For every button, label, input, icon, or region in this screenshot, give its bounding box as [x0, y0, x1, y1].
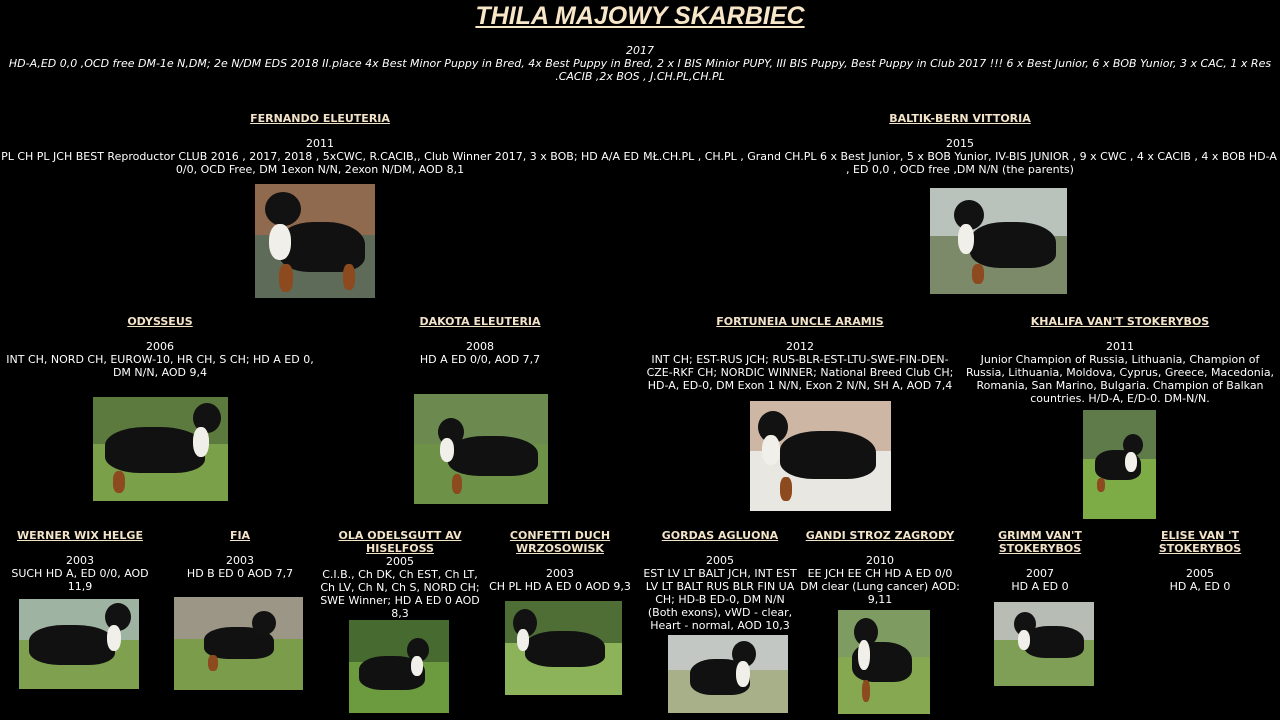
dog-photo-icon[interactable]	[505, 601, 622, 695]
dog-titles: HD A, ED 0	[1169, 580, 1231, 593]
title-dog-info	[0, 44, 1280, 83]
dog-name-link[interactable]: GANDI STROZ ZAGRODY	[805, 529, 955, 542]
dog-photo-icon[interactable]	[255, 184, 375, 298]
title-dog-year: 2017	[626, 44, 654, 57]
dog-titles: EST LV LT BALT JCH, INT EST LV LT BALT RUS BLR FIN UA CH; HD-B ED-0, DM N/N (Both exons), vWD - clear, Heart - normal, AOD 10,3	[643, 567, 797, 632]
dog-name-link[interactable]: ODYSSEUS	[127, 315, 193, 328]
great-grandparent-8	[1120, 529, 1280, 593]
dog-titles: HD A ED 0/0, AOD 7,7	[419, 353, 541, 366]
dog-birth-year: 2008	[466, 340, 494, 353]
great-grandparent-7	[960, 529, 1120, 593]
dog-name-link[interactable]: OLA ODELSGUTT AV HISELFOSS	[338, 529, 462, 555]
dog-photo-icon[interactable]	[93, 397, 228, 501]
dog-birth-year: 2012	[786, 340, 814, 353]
dog-titles: SUCH HD A, ED 0/0, AOD 11,9	[11, 567, 149, 593]
grandparent-4	[960, 315, 1280, 405]
title-dog-titles: HD-A,ED 0,0 ,OCD free DM-1e N,DM; 2e N/DM EDS 2018 II.place 4x Best Minor Puppy in Bred, 4x Best Puppy in Bred, 2 x I BIS Minior PUPY, III BIS Puppy, Best Puppy in Club 2017 !!! 6 x Best Junior, 6 x BOB Yunior, 3 x CAC, 1 x Res	[8, 57, 1272, 70]
dog-name-link[interactable]: ELISE VAN 'T STOKERYBOS	[1158, 529, 1242, 555]
dog-titles: Junior Champion of Russia, Lithuania, Champion of Russia, Lithuania, Moldova, Cyprus, Greece, Macedonia, Romania, San Marino, Bulgaria. Champion of Balkan countries. H/D-A, E/D-0. DM-N/N.	[965, 353, 1275, 405]
dog-titles: CH PL HD A ED 0 AOD 9,3	[489, 580, 631, 593]
dog-birth-year: 2007	[1026, 567, 1054, 580]
great-grandparent-6	[800, 529, 960, 606]
dog-titles: MŁ.CH.PL , CH.PL , Grand CH.PL 6 x Best Junior, 5 x BOB Yunior, IV-BIS JUNIOR , 9 x CWC , 4 x CACIB , 4 x BOB HD-A , ED 0,0 , OCD free ,DM N/N (the parents)	[643, 150, 1277, 176]
dog-photo-icon[interactable]	[414, 394, 548, 504]
great-grandparent-2	[160, 529, 320, 580]
dog-titles: INT CH, NORD CH, EUROW-10, HR CH, S CH; HD A ED 0, DM N/N, AOD 9,4	[6, 353, 314, 379]
dog-photo-icon[interactable]	[1083, 410, 1156, 519]
dog-titles: HD A ED 0	[1011, 580, 1069, 593]
grandparent-3	[640, 315, 960, 392]
parent-dam	[640, 112, 1280, 176]
dog-birth-year: 2011	[306, 137, 334, 150]
dog-photo-icon[interactable]	[668, 635, 788, 713]
dog-photo-icon[interactable]	[19, 599, 139, 689]
dog-birth-year: 2003	[546, 567, 574, 580]
dog-name-link[interactable]: BALTIK-BERN VITTORIA	[889, 112, 1031, 125]
dog-name-link[interactable]: WERNER WIX HELGE	[17, 529, 143, 542]
dog-birth-year: 2003	[226, 554, 254, 567]
dog-photo-icon[interactable]	[838, 610, 930, 714]
dog-name-link[interactable]: FIA	[229, 529, 251, 542]
great-grandparent-1	[0, 529, 160, 593]
dog-photo-icon[interactable]	[930, 188, 1067, 294]
page-title: THILA MAJOWY SKARBIEC	[475, 2, 805, 30]
great-grandparent-4	[480, 529, 640, 593]
dog-birth-year: 2010	[866, 554, 894, 567]
dog-name-link[interactable]: FERNANDO ELEUTERIA	[250, 112, 390, 125]
dog-name-link[interactable]: GRIMM VAN'T STOKERYBOS	[998, 529, 1082, 555]
dog-titles: C.I.B., Ch DK, Ch EST, Ch LT, Ch LV, Ch N, Ch S, NORD CH; SWE Winner; HD A ED 0 AOD 8,3	[320, 568, 480, 620]
dog-birth-year: 2005	[706, 554, 734, 567]
dog-birth-year: 2015	[946, 137, 974, 150]
dog-titles: EE JCH EE CH HD A ED 0/0 DM clear (Lung cancer) AOD: 9,11	[800, 567, 960, 606]
dog-birth-year: 2003	[66, 554, 94, 567]
dog-photo-icon[interactable]	[349, 620, 449, 713]
dog-titles: INT CH; EST-RUS JCH; RUS-BLR-EST-LTU-SWE-FIN-DEN-CZE-RKF CH; NORDIC WINNER; National Breed Club CH; HD-A, ED-0, DM Exon 1 N/N, Exon 2 N/N, SH A, AOD 7,4	[646, 353, 954, 392]
title-dog-titles-cont: .CACIB ,2x BOS , J.CH.PL,CH.PL	[555, 70, 725, 83]
dog-name-link[interactable]: GORDAS AGLUONA	[661, 529, 779, 542]
great-grandparent-5	[640, 529, 800, 632]
dog-photo-icon[interactable]	[174, 597, 303, 690]
dog-name-link[interactable]: DAKOTA ELEUTERIA	[419, 315, 541, 328]
parent-sire	[0, 112, 640, 176]
dog-birth-year: 2005	[1186, 567, 1214, 580]
dog-birth-year: 2005	[386, 555, 414, 568]
dog-name-link[interactable]: FORTUNEIA UNCLE ARAMIS	[716, 315, 884, 328]
dog-photo-icon[interactable]	[994, 602, 1094, 686]
great-grandparent-3	[320, 529, 480, 620]
dog-birth-year: 2006	[146, 340, 174, 353]
dog-titles: HD B ED 0 AOD 7,7	[186, 567, 294, 580]
dog-photo-icon[interactable]	[750, 401, 891, 511]
dog-name-link[interactable]: CONFETTI DUCH WRZOSOWISK	[509, 529, 611, 555]
dog-birth-year: 2011	[1106, 340, 1134, 353]
dog-titles: PL CH PL JCH BEST Reproductor CLUB 2016 , 2017, 2018 , 5xCWC, R.CACIB,, Club Winner 2017, 3 x BOB; HD A/A ED 0/0, OCD Free, DM 1exon N/N, 2exon N/DM, AOD 8,1	[1, 150, 639, 176]
dog-name-link[interactable]: KHALIFA VAN'T STOKERYBOS	[1030, 315, 1210, 328]
grandparent-1	[0, 315, 320, 379]
grandparent-2	[320, 315, 640, 366]
